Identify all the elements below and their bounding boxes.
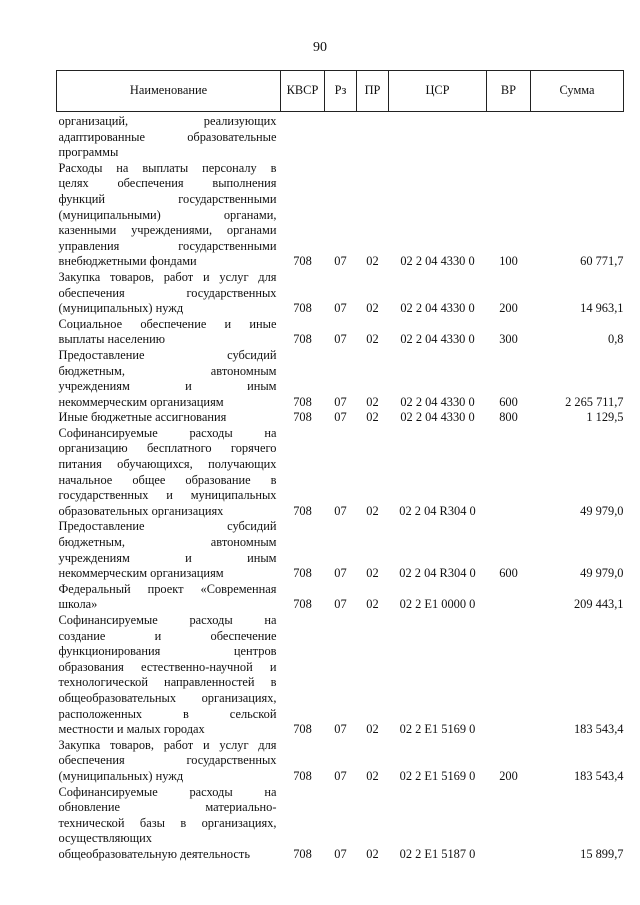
row-name-line: функций государственными (58, 191, 277, 206)
row-pr: 02 (366, 846, 379, 861)
row-name-line: технической базы в организациях, (58, 815, 277, 830)
row-name-line: Иные бюджетные ассигнования (58, 410, 227, 425)
row-sum: 1 129,5 (586, 410, 624, 425)
header-sum: Сумма (531, 71, 624, 112)
row-kvsr (281, 112, 325, 161)
row-pr: 02 (366, 410, 379, 425)
row-name-line: управления государственными (58, 238, 277, 253)
row-name (57, 270, 281, 317)
row-sum: 15 899,7 (580, 846, 624, 861)
row-vr: 600 (499, 566, 518, 581)
row-vr: 200 (499, 768, 518, 783)
row-name-line: некоммерческим организациям (58, 394, 224, 409)
row-rz: 07 (334, 846, 347, 861)
row-vr (487, 785, 531, 863)
row-pr: 02 (366, 566, 379, 581)
row-name-line: казенными учреждениями, органами (58, 223, 277, 238)
row-name (57, 738, 281, 785)
row-name-line: Софинансируемые расходы на (58, 613, 277, 627)
row-csr: 02 2 04 R304 0 (399, 566, 476, 581)
row-vr: 600 (499, 394, 518, 409)
row-csr: 02 2 04 4330 0 (400, 254, 475, 269)
row-csr: 02 2 04 R304 0 (399, 503, 476, 518)
row-name-line: общеобразовательных организациях, (58, 690, 277, 705)
row-name-line: (муниципальных) нужд (58, 301, 184, 316)
row-name-line: внебюджетными фондами (58, 254, 197, 269)
row-vr: 300 (499, 332, 518, 347)
row-name-line: (муниципальными) органами, (58, 207, 277, 222)
row-name-line: организацию бесплатного горячего (58, 441, 277, 456)
row-kvsr: 708 (293, 301, 312, 316)
table-row (57, 785, 624, 863)
row-kvsr: 708 (293, 503, 312, 518)
header-rz: Рз (325, 71, 357, 112)
row-sum: 0,8 (608, 332, 624, 347)
row-rz (325, 112, 357, 161)
table-row (57, 519, 624, 581)
row-pr: 02 (366, 768, 379, 783)
row-name (57, 348, 281, 410)
row-csr: 02 2 04 4330 0 (400, 394, 475, 409)
row-name-line: целях обеспечения выполнения (58, 176, 277, 191)
header-vr: ВР (487, 71, 531, 112)
table-row (57, 112, 624, 161)
table-row (57, 270, 624, 317)
row-kvsr: 708 (293, 768, 312, 783)
header-csr: ЦСР (389, 71, 487, 112)
row-csr: 02 2 04 4330 0 (400, 410, 475, 425)
row-rz: 07 (334, 332, 347, 347)
budget-table (56, 70, 624, 863)
row-name-line: Предоставление субсидий (58, 347, 277, 362)
row-vr (487, 112, 531, 161)
row-csr (389, 112, 487, 161)
table-row (57, 582, 624, 613)
row-kvsr: 708 (293, 254, 312, 269)
row-pr: 02 (366, 597, 379, 612)
row-name-line: создание и обеспечение (58, 628, 277, 643)
row-name-line: учреждениям и иным (58, 550, 277, 565)
row-name (57, 161, 281, 270)
row-sum: 49 979,0 (580, 503, 624, 518)
row-name-line: местности и малых городах (58, 722, 205, 737)
row-vr (487, 582, 531, 613)
row-pr: 02 (366, 503, 379, 518)
row-name-line: Закупка товаров, работ и услуг для (58, 269, 277, 284)
row-sum: 60 771,7 (580, 254, 624, 269)
row-rz: 07 (334, 254, 347, 269)
row-name-line: Федеральный проект «Современная (58, 581, 277, 596)
header-pr: ПР (357, 71, 389, 112)
row-vr: 100 (499, 254, 518, 269)
row-sum: 183 543,4 (573, 768, 624, 783)
row-name (57, 582, 281, 613)
row-sum: 49 979,0 (580, 566, 624, 581)
row-name-line: расположенных в сельской (58, 706, 277, 721)
row-name-line: обеспечения государственных (58, 753, 277, 768)
row-name-line: выплаты населению (58, 332, 165, 347)
page-number: 90 (313, 40, 327, 55)
row-name-line: школа» (58, 597, 98, 612)
table-row (57, 348, 624, 410)
table-header (57, 71, 624, 112)
row-name-line: Софинансируемые расходы на (58, 784, 277, 799)
row-name-line: государственных и муниципальных (58, 488, 277, 503)
table-row (57, 317, 624, 348)
row-name-line: функционирования центров (58, 644, 277, 659)
row-name-line: начальное общее образование в (58, 472, 277, 487)
row-kvsr: 708 (293, 410, 312, 425)
row-kvsr: 708 (293, 846, 312, 861)
row-rz: 07 (334, 410, 347, 425)
row-vr (487, 613, 531, 738)
row-name-line: общеобразовательную деятельность (58, 846, 250, 861)
table-row (57, 426, 624, 520)
row-name-line: образования естественно-научной и (58, 659, 277, 674)
row-rz: 07 (334, 301, 347, 316)
row-name-line: образовательных организациях (58, 503, 224, 518)
row-name-line: программы (58, 145, 119, 160)
row-name (57, 785, 281, 863)
table-row (57, 410, 624, 426)
row-vr: 200 (499, 301, 518, 316)
table-row (57, 613, 624, 738)
row-pr: 02 (366, 254, 379, 269)
row-kvsr: 708 (293, 394, 312, 409)
row-name-line: обновление материально- (58, 800, 277, 815)
header-kvsr: КВСР (281, 71, 325, 112)
row-name-line: Расходы на выплаты персоналу в (58, 160, 277, 175)
row-rz: 07 (334, 503, 347, 518)
row-csr: 02 2 04 4330 0 (400, 301, 475, 316)
table-row (57, 738, 624, 785)
row-name-line: Социальное обеспечение и иные (58, 316, 277, 331)
row-name (57, 112, 281, 161)
row-name-line: учреждениям и иным (58, 379, 277, 394)
row-vr (487, 426, 531, 520)
row-csr: 02 2 E1 5169 0 (399, 768, 476, 783)
row-sum: 209 443,1 (573, 597, 624, 612)
row-pr (357, 112, 389, 161)
row-name-line: адаптированные образовательные (58, 129, 277, 144)
row-name-line: обеспечения государственных (58, 285, 277, 300)
row-csr: 02 2 E1 0000 0 (399, 597, 476, 612)
row-sum (531, 112, 624, 161)
row-name (57, 317, 281, 348)
row-csr: 02 2 04 4330 0 (400, 332, 475, 347)
row-pr: 02 (366, 332, 379, 347)
row-csr: 02 2 E1 5169 0 (399, 722, 476, 737)
row-rz: 07 (334, 722, 347, 737)
row-name-line: питания обучающихся, получающих (58, 457, 277, 472)
row-sum: 183 543,4 (573, 722, 624, 737)
row-vr: 800 (499, 410, 518, 425)
row-rz: 07 (334, 597, 347, 612)
row-name-line: Софинансируемые расходы на (58, 425, 277, 440)
table-row (57, 161, 624, 270)
row-name-line: (муниципальных) нужд (58, 768, 184, 783)
row-rz: 07 (334, 566, 347, 581)
row-name (57, 613, 281, 738)
row-sum: 2 265 711,7 (565, 394, 624, 409)
table-body (57, 112, 624, 863)
row-name (57, 410, 281, 426)
row-name-line: бюджетным, автономным (58, 535, 277, 550)
header-name: Наименование (57, 71, 281, 112)
row-name-line: организаций, реализующих (58, 114, 277, 128)
row-rz: 07 (334, 394, 347, 409)
row-kvsr: 708 (293, 722, 312, 737)
row-sum: 14 963,1 (580, 301, 624, 316)
row-name-line: некоммерческим организациям (58, 566, 224, 581)
row-name (57, 426, 281, 520)
row-name-line: бюджетным, автономным (58, 363, 277, 378)
row-pr: 02 (366, 394, 379, 409)
row-name-line: Предоставление субсидий (58, 519, 277, 534)
row-kvsr: 708 (293, 566, 312, 581)
row-kvsr: 708 (293, 332, 312, 347)
row-kvsr: 708 (293, 597, 312, 612)
row-pr: 02 (366, 722, 379, 737)
row-name-line: Закупка товаров, работ и услуг для (58, 737, 277, 752)
row-pr: 02 (366, 301, 379, 316)
row-name-line: технологической направленностей в (58, 675, 277, 690)
row-csr: 02 2 E1 5187 0 (399, 846, 476, 861)
row-rz: 07 (334, 768, 347, 783)
row-name-line: осуществляющих (58, 831, 152, 846)
row-name (57, 519, 281, 581)
